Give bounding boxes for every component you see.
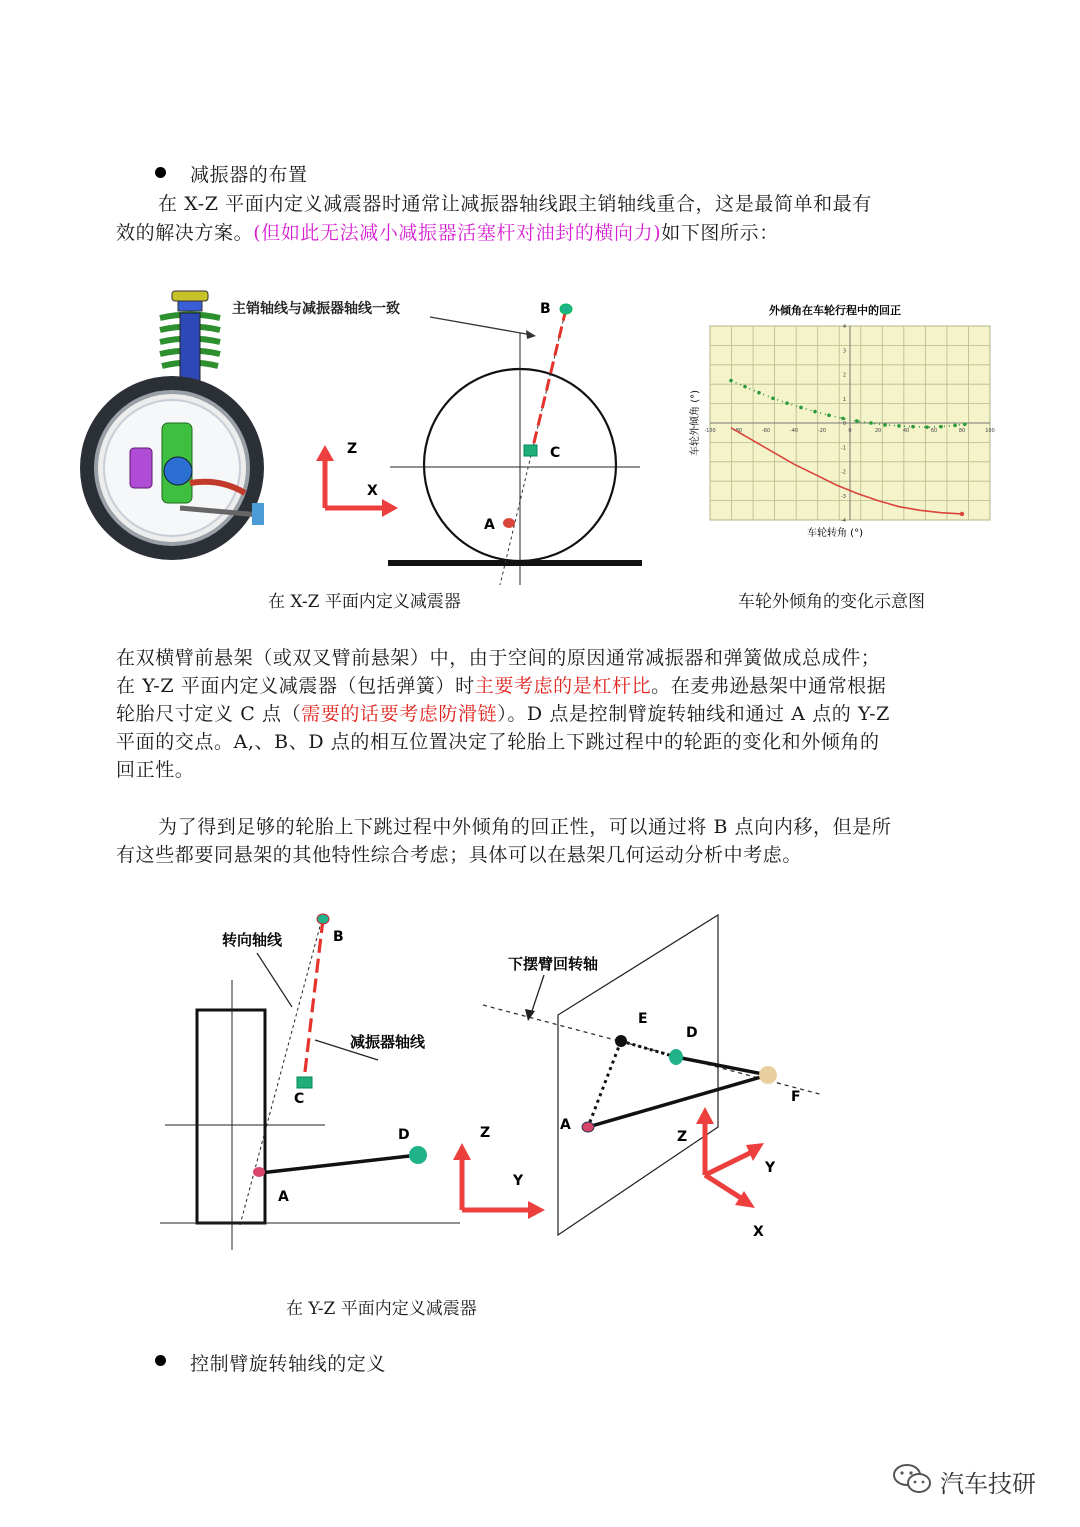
x-axis-arrow — [705, 1175, 741, 1198]
point-c-label: C — [550, 445, 561, 461]
paragraph-line: 在双横臂前悬架（或双叉臂前悬架）中，由于空间的原因通常减振器和弹簧做成总成件； — [116, 647, 881, 669]
point-b-marker — [317, 914, 329, 924]
point-a-marker — [503, 518, 515, 528]
watermark-text: 汽车技研 — [940, 1470, 1036, 1498]
x-axis-label: X — [367, 483, 378, 499]
point-c-marker — [524, 445, 537, 456]
point-a-marker — [253, 1167, 265, 1177]
point-d-label: D — [686, 1025, 698, 1041]
damper-axis — [532, 309, 566, 451]
y-axis-title: 车轮外倾角 (°) — [690, 390, 701, 456]
data-point — [813, 410, 817, 414]
data-point — [953, 424, 957, 428]
paragraph-line: 效的解决方案。(但如此无法减小减振器活塞杆对油封的横向力)如下图所示： — [116, 222, 779, 244]
z-axis-label: Z — [677, 1129, 688, 1145]
point-a-marker — [582, 1122, 594, 1132]
steering-axis — [240, 915, 323, 1225]
data-point — [911, 425, 915, 429]
x-tick-label: -40 — [789, 428, 799, 434]
point-f-label: F — [791, 1089, 801, 1105]
paragraph-line: 回正性。 — [116, 759, 195, 781]
point-c-marker — [297, 1077, 312, 1088]
point-d-marker — [409, 1146, 427, 1164]
z-axis-label: Z — [480, 1125, 491, 1141]
point-a-label: A — [278, 1189, 289, 1205]
figure-caption: 在 X-Z 平面内定义减震器 — [268, 592, 461, 612]
paragraph-line: 轮胎尺寸定义 C 点（需要的话要考虑防滑链）。D 点是控制臂旋转轴线和通过 A 点的 Y-Z — [116, 703, 890, 725]
highlight-text: (但如此无法减小减振器活塞杆对油封的横向力) — [253, 222, 662, 244]
damper-axis — [304, 919, 323, 1080]
y-tick-label: -1 — [841, 445, 846, 452]
kingpin-annotation: 主销轴线与减振器轴线一致 — [232, 301, 400, 317]
y-tick-label: 0 — [842, 421, 846, 427]
arm-edge-af — [588, 1075, 768, 1127]
data-point — [960, 512, 964, 516]
data-point — [799, 406, 803, 410]
steering-axis-label: 转向轴线 — [222, 931, 283, 949]
paragraph-line: 有这些都要同悬架的其他特性综合考虑；具体可以在悬架几何运动分析中考虑。 — [116, 844, 803, 866]
x-tick-label: 60 — [930, 428, 938, 434]
bullet-icon — [155, 1355, 166, 1366]
point-c-label: C — [294, 1091, 305, 1107]
xz-damper-diagram — [232, 285, 660, 585]
paragraph-line: 在 Y-Z 平面内定义减震器（包括弹簧）时主要考虑的是杠杆比。在麦弗逊悬架中通常根据 — [116, 675, 887, 697]
y-tick-label: 4 — [842, 324, 846, 330]
y-tick-label: -4 — [841, 518, 846, 524]
y-tick-label: -3 — [841, 493, 846, 500]
data-point — [963, 422, 967, 426]
data-point — [785, 401, 789, 405]
x-tick-label: 100 — [985, 428, 995, 434]
suspension-render-image — [80, 283, 280, 573]
chart-title: 外倾角在车轮行程中的回正 — [769, 304, 901, 317]
y-tick-label: 2 — [842, 372, 846, 379]
paragraph-line: 在 X-Z 平面内定义减震器时通常让减振器轴线跟主销轴线重合，这是最简单和最有 — [158, 193, 872, 215]
data-point — [869, 421, 873, 425]
data-point — [883, 423, 887, 427]
y-tick-label: 3 — [842, 348, 846, 355]
x-tick-label: -100 — [704, 428, 716, 434]
x-axis-title: 车轮转角 (°) — [807, 528, 863, 539]
point-e-label: E — [638, 1011, 648, 1027]
data-point — [771, 396, 775, 400]
data-point — [925, 425, 929, 429]
point-b-label: B — [333, 929, 344, 945]
paragraph-line: 平面的交点。A,、B、D 点的相互位置决定了轮胎上下跳过程中的轮距的变化和外倾角的 — [116, 731, 880, 753]
y-axis-label: Y — [513, 1173, 524, 1189]
camber-chart — [680, 296, 1000, 546]
section-heading: 减振器的布置 — [190, 164, 308, 186]
x-axis-label: X — [753, 1224, 764, 1240]
point-f-marker — [759, 1066, 777, 1084]
data-point — [743, 385, 747, 389]
highlight-text: 主要考虑的是杠杆比 — [474, 675, 652, 697]
data-point — [729, 379, 733, 383]
data-point — [827, 413, 831, 417]
x-tick-label: 40 — [902, 428, 910, 434]
y-tick-label: 1 — [842, 396, 846, 403]
point-d-marker — [669, 1049, 683, 1065]
data-point — [757, 391, 761, 395]
section-heading: 控制臂旋转轴线的定义 — [190, 1353, 387, 1375]
lower-arm-axis-label: 下摆臂回转轴 — [508, 955, 599, 973]
x-tick-label: -80 — [733, 428, 743, 434]
data-point — [897, 424, 901, 428]
x-tick-label: 80 — [958, 428, 966, 434]
x-tick-label: 0 — [848, 428, 852, 434]
data-point — [855, 419, 859, 423]
wechat-icon — [892, 1462, 934, 1496]
y-axis-arrow — [705, 1153, 750, 1175]
arm-dotted-edge — [588, 1041, 621, 1127]
point-d-label: D — [398, 1127, 410, 1143]
control-arm — [260, 1155, 418, 1173]
annotation-leader — [430, 317, 532, 335]
y-axis-label: Y — [765, 1160, 776, 1176]
highlight-text: 需要的话要考虑防滑链 — [301, 703, 498, 725]
point-e-marker — [615, 1035, 627, 1047]
point-b-label: B — [540, 301, 551, 317]
figure-caption: 在 Y-Z 平面内定义减震器 — [286, 1299, 477, 1319]
tire-rect — [197, 1010, 265, 1223]
point-b-marker — [560, 304, 572, 314]
x-tick-label: 20 — [874, 428, 882, 434]
x-tick-label: -20 — [817, 428, 827, 434]
z-axis-label: Z — [347, 441, 358, 457]
lower-arm-3d-diagram — [478, 905, 838, 1255]
data-point — [939, 425, 943, 429]
bullet-icon — [155, 167, 166, 178]
damper-axis-label: 减振器轴线 — [350, 1033, 426, 1051]
x-tick-label: -60 — [761, 428, 771, 434]
arm-edge-df — [676, 1057, 768, 1075]
point-a-label: A — [484, 517, 495, 533]
figure-caption: 车轮外倾角的变化示意图 — [738, 592, 925, 612]
point-a-label: A — [560, 1117, 571, 1133]
y-tick-label: -2 — [841, 469, 846, 476]
paragraph-line: 为了得到足够的轮胎上下跳过程中外倾角的回正性，可以通过将 B 点向内移，但是所 — [158, 816, 892, 838]
data-point — [841, 417, 845, 421]
